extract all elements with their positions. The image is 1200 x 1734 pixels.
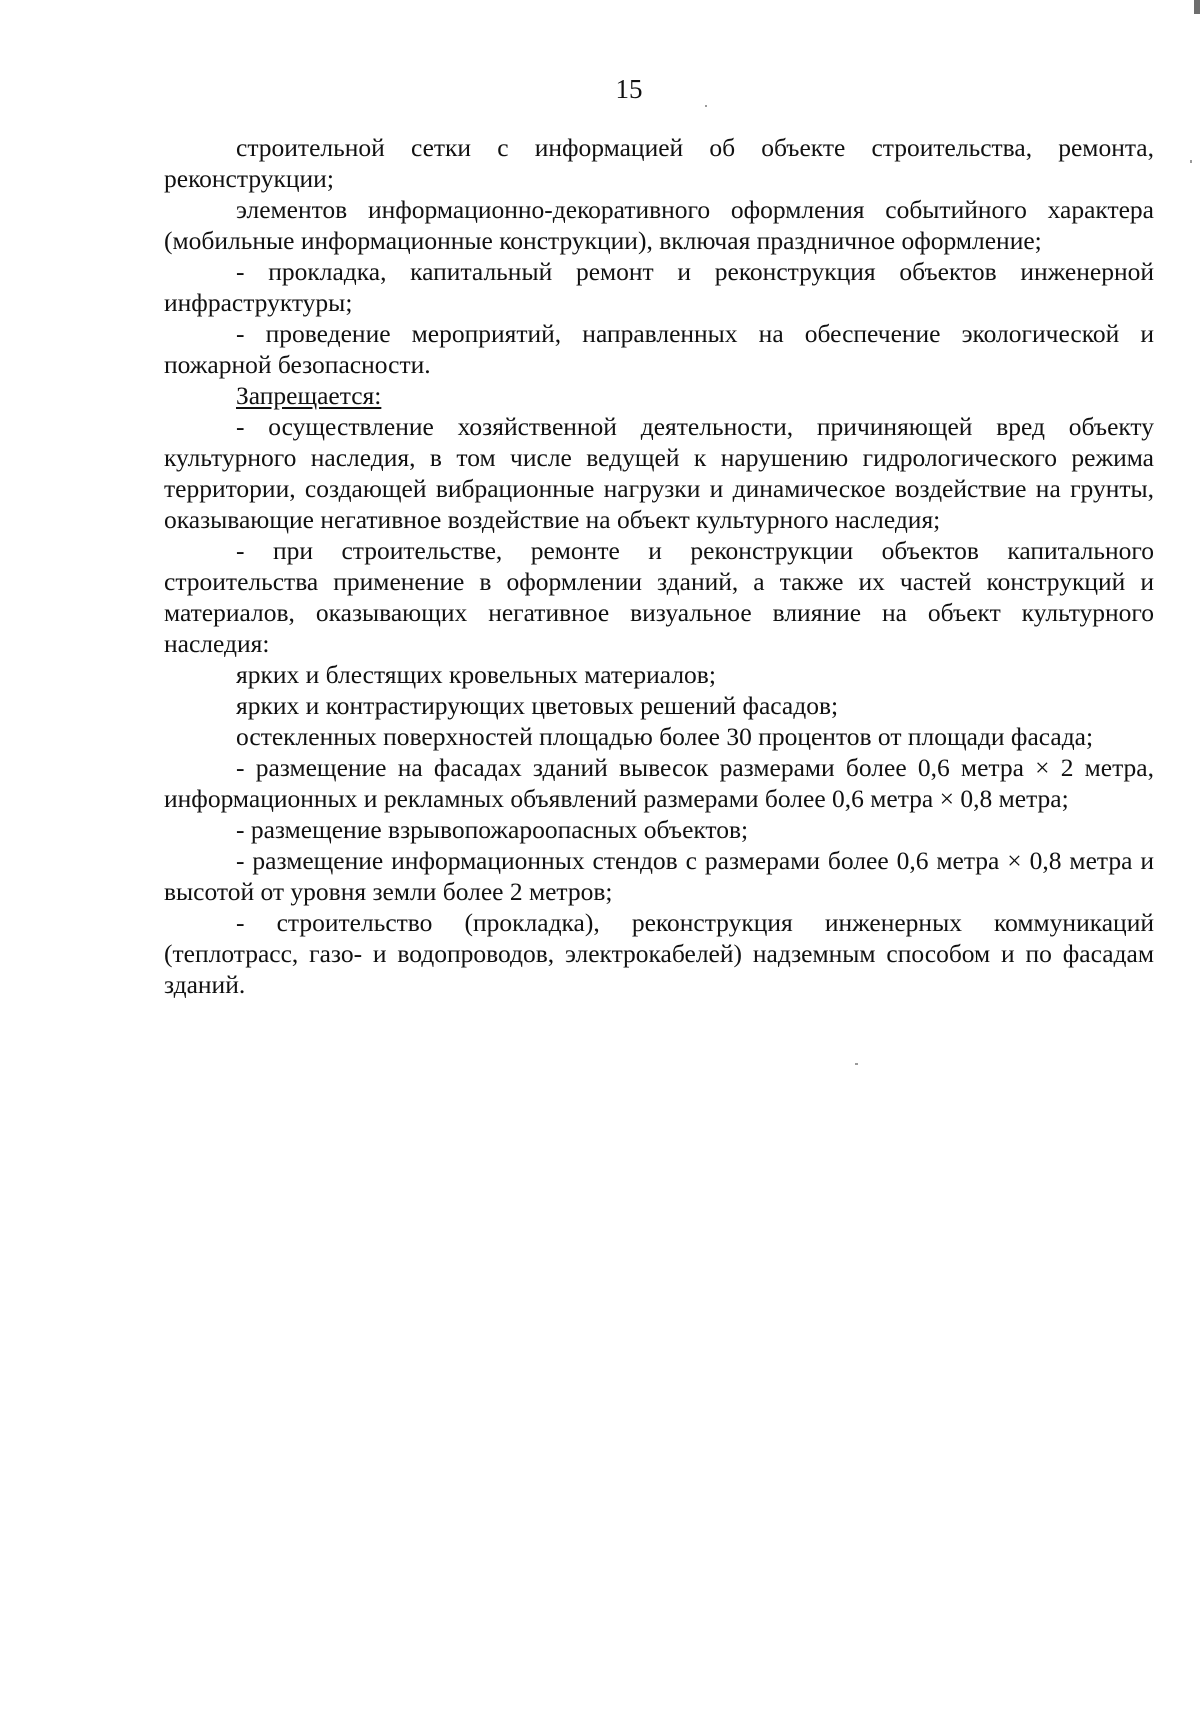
scan-speck (705, 105, 707, 107)
paragraph-7: - при строительстве, ремонте и реконструкции объектов капитального строительства применение в оформлении зданий, а также их частей конструкций и материалов, оказывающих негативное визуальное влияние на объект культурного наследия: (164, 536, 1154, 658)
paragraph-9: ярких и контрастирующих цветовых решений фасадов; (236, 691, 839, 720)
paragraph-10: остекленных поверхностей площадью более 30 процентов от площади фасада; (236, 722, 1094, 751)
paragraph-12: - размещение взрывопожароопасных объектов; (236, 815, 749, 844)
paragraph-11: - размещение на фасадах зданий вывесок размерами более 0,6 метра × 2 метра, информационных и рекламных объявлений размерами более 0,6 метра × 0,8 метра; (164, 753, 1154, 813)
prohibited-heading-text: Запрещается: (236, 381, 382, 410)
scan-speck (1190, 160, 1192, 163)
paragraph-4: - проведение мероприятий, направленных на обеспечение экологической и пожарной безопасности. (164, 319, 1154, 379)
paragraph-8: ярких и блестящих кровельных материалов; (236, 660, 716, 689)
section-heading-prohibited (164, 380, 1154, 411)
paragraph-3: - прокладка, капитальный ремонт и реконструкция объектов инженерной инфраструктуры; (164, 257, 1154, 317)
paragraph-6: - осуществление хозяйственной деятельности, причиняющей вред объекту культурного наследия, в том числе ведущей к нарушению гидрологического режима территории, создающей вибрационные нагрузки и динамическое воздействие на грунты, оказывающие негативное воздействие на объект культурного наследия; (164, 412, 1154, 534)
paragraph-13: - размещение информационных стендов с размерами более 0,6 метра × 0,8 метра и высотой от уровня земли более 2 метров; (164, 846, 1154, 906)
scan-speck (855, 1063, 858, 1065)
scan-edge-mark (1194, 0, 1200, 14)
paragraph-1: строительной сетки с информацией об объекте строительства, ремонта, реконструкции; (164, 133, 1154, 193)
page-number: 15 (615, 74, 643, 104)
paragraph-14: - строительство (прокладка), реконструкция инженерных коммуникаций (теплотрасс, газо- и водопроводов, электрокабелей) надземным способом и по фасадам зданий. (164, 908, 1154, 999)
paragraph-2: элементов информационно-декоративного оформления событийного характера (мобильные информационные конструкции), включая праздничное оформление; (164, 195, 1154, 255)
document-body (164, 132, 1154, 1000)
